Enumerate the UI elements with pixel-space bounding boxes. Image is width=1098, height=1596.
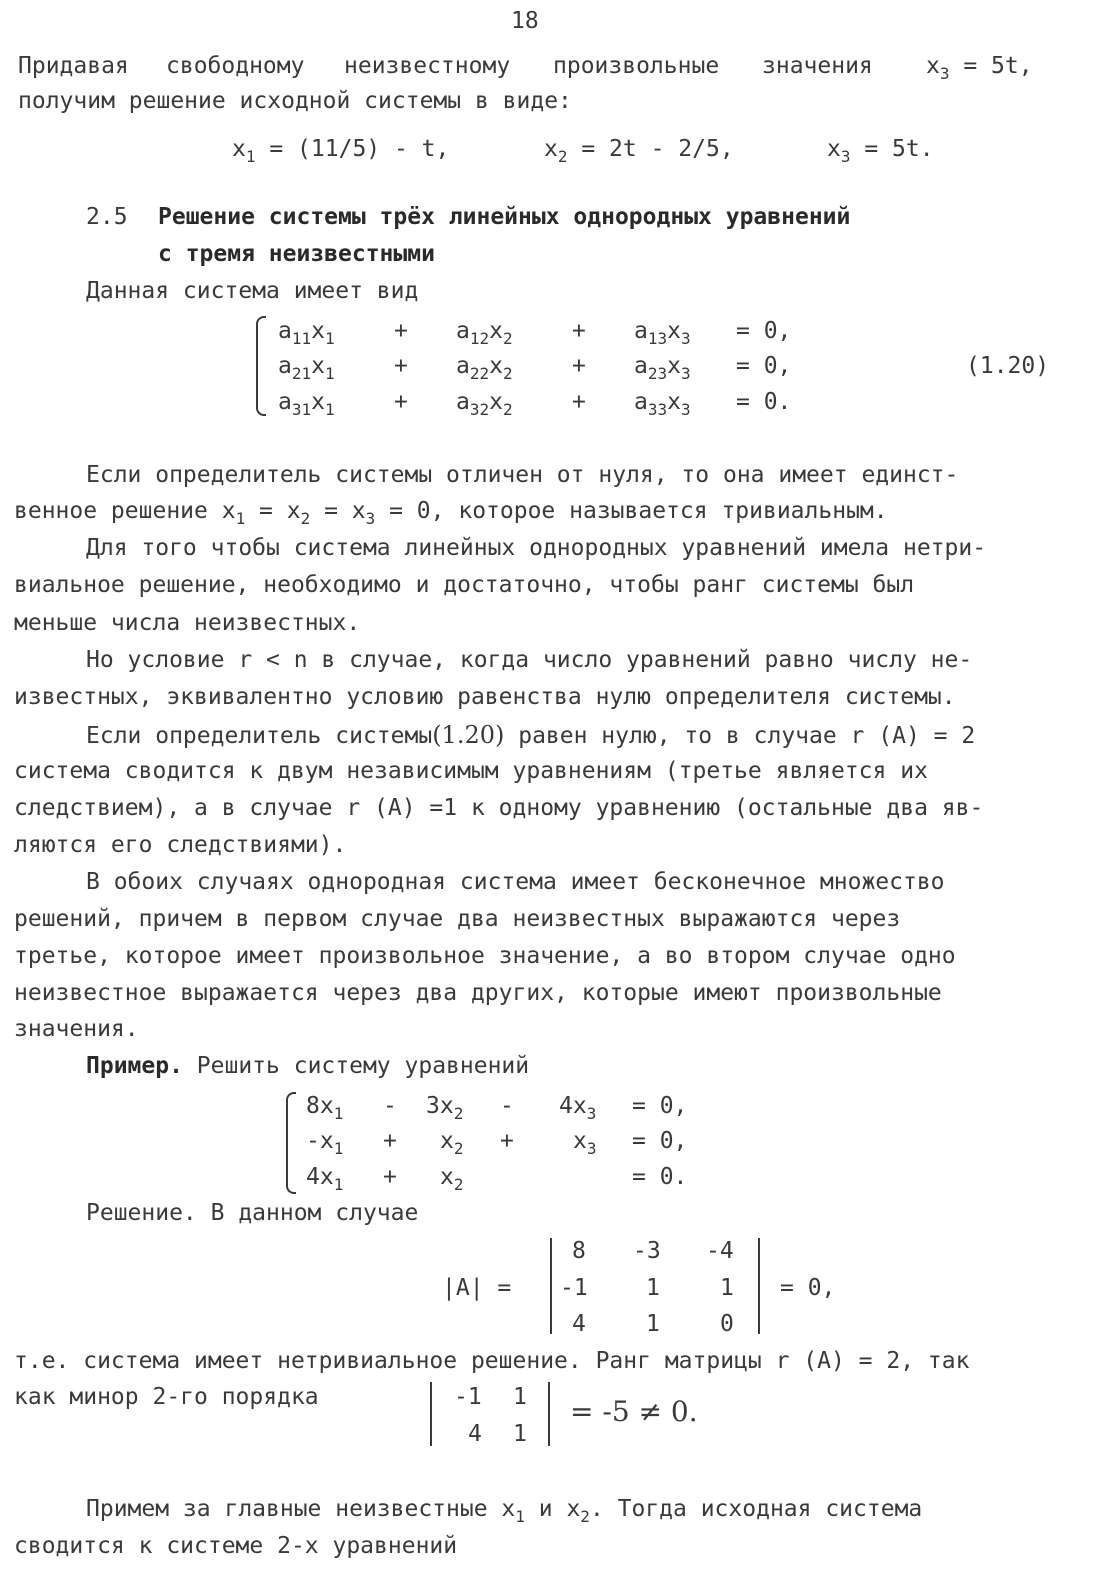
minor-right-bar	[548, 1382, 550, 1446]
system-row-1-term-2: $a_{12}x_2$	[456, 318, 513, 348]
system-row-2-term-3: $a_{23}x_3$	[634, 353, 691, 383]
system-row-3-op-2: +	[572, 389, 586, 415]
system-row-1-rhs: = 0,	[736, 318, 792, 344]
system-brace	[256, 316, 266, 416]
paragraph-1-line-1: Если определитель системы отличен от нуля, то она имеет единст-	[86, 462, 959, 488]
example-row-3-term-2: $x_2$	[440, 1164, 464, 1194]
system-row-2-op-2: +	[572, 353, 586, 379]
intro-line-2: получим решение исходной системы в виде:	[18, 88, 572, 114]
minor-cell: 1	[513, 1384, 527, 1410]
matrix-cell: 8	[572, 1238, 586, 1264]
matrix-cell: -1	[560, 1275, 588, 1301]
matrix-cell: -3	[633, 1238, 661, 1264]
paragraph-5-line-2: решений, причем в первом случае два неизвестных выражаются через	[14, 906, 901, 932]
minor-result: = -5 ≠ 0.	[570, 1395, 698, 1428]
example-heading	[86, 1055, 529, 1078]
paragraph-5-line-1: В обоих случаях однородная система имеет бесконечное множество	[86, 869, 945, 895]
system-row-2-term-1: $a_{21}x_1$	[278, 353, 335, 383]
paragraph-2-line-2: виальное решение, необходимо и достаточно, чтобы ранг системы был	[14, 572, 915, 598]
matrix-cell: 1	[646, 1311, 660, 1337]
final-line-1: Примем за главные неизвестные $x_1$ и $x_2$. Тогда исходная система	[86, 1496, 923, 1526]
example-row-1-rhs: = 0,	[632, 1093, 688, 1119]
system-row-1-term-1: $a_{11}x_1$	[278, 318, 335, 348]
minor-cell: 4	[468, 1421, 482, 1447]
system-row-1-op-2: +	[572, 318, 586, 344]
equation-number: (1.20)	[966, 353, 1050, 379]
example-label: Пример.	[86, 1053, 183, 1079]
paragraph-1-line-2: венное решение $x_1 = x_2 = x_3 = 0$, которое называется тривиальным.	[14, 498, 888, 528]
example-row-2-op-1: +	[383, 1128, 397, 1154]
rank-line-1: т.е. система имеет нетривиальное решение. Ранг матрицы r (A) = 2, так	[14, 1348, 970, 1374]
determinant-label: |A| =	[442, 1275, 512, 1301]
section-title-line-2: с тремя неизвестными	[158, 241, 435, 267]
intro-word: произвольные	[553, 53, 720, 79]
intro-word: неизвестному	[344, 53, 511, 79]
paragraph-2-line-1: Для того чтобы система линейных однородных уравнений имела нетри-	[86, 535, 987, 561]
matrix-cell: 4	[572, 1311, 586, 1337]
example-row-3-op-1: +	[383, 1164, 397, 1190]
example-row-1-op-1: -	[383, 1093, 397, 1119]
paragraph-4-line-3: следствием), а в случае r (A) =1 к одному уравнению (остальные два яв-	[14, 795, 984, 821]
determinant-left-bar	[550, 1238, 552, 1334]
example-row-1-term-2: $3x_2$	[426, 1093, 464, 1123]
determinant-right-bar	[758, 1238, 760, 1334]
system-row-3-term-3: $a_{33}x_3$	[634, 389, 691, 419]
example-row-2-rhs: = 0,	[632, 1128, 688, 1154]
example-row-3-rhs: = 0.	[632, 1164, 688, 1190]
matrix-cell: -4	[706, 1238, 734, 1264]
example-row-3-term-1: $4x_1$	[306, 1164, 344, 1194]
example-row-2-op-2: +	[500, 1128, 514, 1154]
matrix-cell: 1	[720, 1275, 734, 1301]
system-row-3-rhs: = 0.	[736, 389, 792, 415]
final-line-2: сводится к системе 2-х уравнений	[14, 1533, 458, 1559]
system-row-3-op-1: +	[394, 389, 408, 415]
equation-reference: (1.20)	[432, 721, 505, 749]
system-row-3-term-1: $a_{31}x_1$	[278, 389, 335, 419]
intro-word: свободному	[166, 53, 305, 79]
intro-word: значения	[762, 53, 873, 79]
paragraph-3-line-1: Но условие r < n в случае, когда число уравнений равно числу не-	[86, 647, 973, 673]
section-number: 2.5	[86, 204, 128, 230]
example-row-1-op-2: -	[500, 1093, 514, 1119]
paragraph-4-line-1: Если определитель системы(1.20) равен нулю, то в случае r (A) = 2	[86, 721, 976, 749]
example-row-1-term-1: $8x_1$	[306, 1093, 344, 1123]
paragraph-5-line-4: неизвестное выражается через два других, которые имеют произвольные	[14, 980, 942, 1006]
minor-cell: -1	[454, 1384, 482, 1410]
example-brace	[286, 1092, 296, 1194]
example-row-2-term-1: $-x_1$	[306, 1128, 344, 1158]
system-row-1-op-1: +	[394, 318, 408, 344]
system-row-2-rhs: = 0,	[736, 353, 792, 379]
example-row-2-term-3: $x_3$	[573, 1128, 597, 1158]
paragraph-2-line-3: меньше числа неизвестных.	[14, 610, 361, 636]
intro-free-variable: $x_3 = 5t$,	[926, 53, 1033, 83]
page-number: 18	[511, 8, 539, 34]
paragraph-5-line-5: значения.	[14, 1016, 139, 1042]
solution-x2: $x_2 = 2t - 2/5$,	[544, 136, 734, 166]
example-row-2-term-2: $x_2$	[440, 1128, 464, 1158]
solution-intro: Решение. В данном случае	[86, 1200, 419, 1226]
minor-cell: 1	[513, 1421, 527, 1447]
system-row-3-term-2: $a_{32}x_2$	[456, 389, 513, 419]
solution-x3: $x_3 = 5t$.	[827, 136, 934, 166]
paragraph-4-line-4: ляются его следствиями).	[14, 832, 347, 858]
solution-x1: $x_1 = (11/5) - t$,	[232, 136, 450, 166]
example-row-1-term-3: $4x_3$	[559, 1093, 597, 1123]
section-title-line-1: Решение системы трёх линейных однородных уравнений	[158, 204, 851, 230]
matrix-cell: 1	[646, 1275, 660, 1301]
paragraph-4-line-2: система сводится к двум независимым уравнениям (третье является их	[14, 758, 928, 784]
paragraph-5-line-3: третье, которое имеет произвольное значение, а во втором случае одно	[14, 943, 956, 969]
matrix-cell: 0	[720, 1311, 734, 1337]
system-intro: Данная система имеет вид	[86, 278, 419, 304]
system-row-2-term-2: $a_{22}x_2$	[456, 353, 513, 383]
intro-word: Придавая	[18, 53, 129, 79]
paragraph-3-line-2: известных, эквивалентно условию равенства нулю определителя системы.	[14, 684, 956, 710]
example-task: Решить систему уравнений	[196, 1053, 530, 1079]
determinant-result: = 0,	[780, 1275, 836, 1301]
minor-left-bar	[430, 1382, 432, 1446]
system-row-2-op-1: +	[394, 353, 408, 379]
rank-line-2: как минор 2-го порядка	[14, 1384, 319, 1410]
system-row-1-term-3: $a_{13}x_3$	[634, 318, 691, 348]
